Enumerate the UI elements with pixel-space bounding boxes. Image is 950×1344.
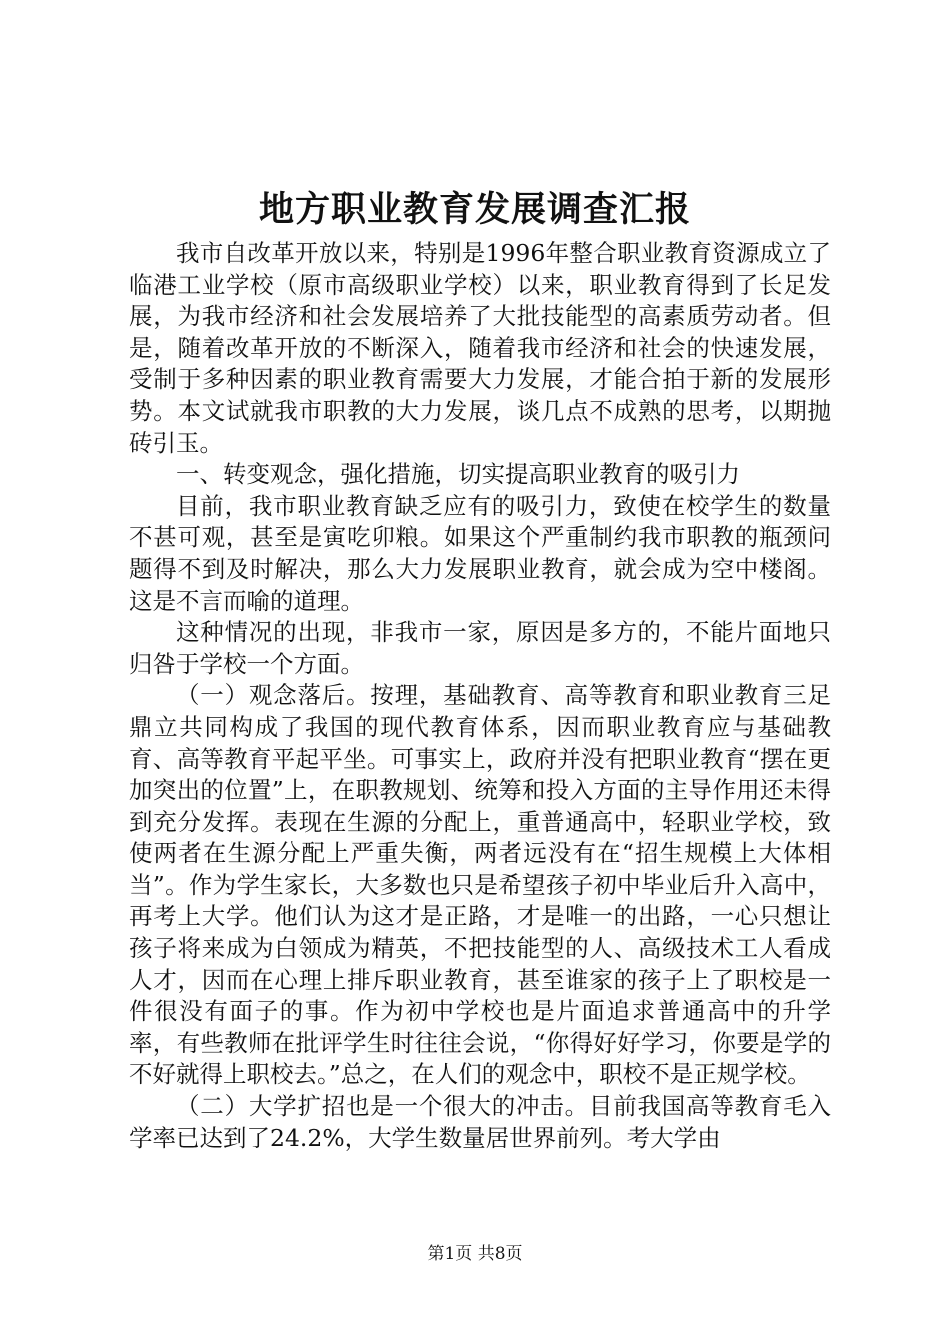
paragraph-outdated-concepts: （一）观念落后。按理，基础教育、高等教育和职业教育三足鼎立共同构成了我国的现代教育体系，因而职业教育应与基础教育、高等教育平起平坐。可事实上，政府并没有把职业教育“摆在更加突出的位置”上，在职教规划、统筹和投入方面的主导作用还未得到充分发挥。表现在生源的分配上，重普通高中，轻职业学校，致使两者在生源分配上严重失衡，两者远没有在“招生规模上大体相当”。作为学生家长，大多数也只是希望孩子初中毕业后升入高中，再考上大学。他们认为这才是正路，才是唯一的出路，一心只想让孩子将来成为白领成为精英，不把技能型的人、高级技术工人看成人才，因而在心理上排斥职业教育，甚至谁家的孩子上了职校是一件很没有面子的事。作为初中学校也是片面追求普通高中的升学率，有些教师在批评学生时往往会说，“你得好好学习，你要是学的不好就得上职校去。”总之，在人们的观念中，职校不是正规学校。 (129, 681, 831, 1089)
document-body (129, 238, 831, 1154)
page-footer: 第1页 共8页 (427, 1244, 523, 1264)
section-heading-1: 一、转变观念，强化措施，切实提高职业教育的吸引力 (176, 460, 740, 489)
paragraph-intro: 我市自改革开放以来，特别是1996年整合职业教育资源成立了临港工业学校（原市高级职业学校）以来，职业教育得到了长足发展，为我市经济和社会发展培养了大批技能型的高素质劳动者。但是，随着改革开放的不断深入，随着我市经济和社会的快速发展，受制于多种因素的职业教育需要大力发展，才能合拍于新的发展形势。本文试就我市职教的大力发展，谈几点不成熟的思考，以期抛砖引玉。 (129, 239, 831, 457)
paragraph-causes: 这种情况的出现，非我市一家，原因是多方的，不能片面地只归咎于学校一个方面。 (129, 618, 831, 678)
document-title: 地方职业教育发展调查汇报 (258, 189, 691, 230)
paragraph-university-expansion: （二）大学扩招也是一个很大的冲击。目前我国高等教育毛入学率已达到了24.2%，大学生数量居世界前列。考大学由 (129, 1092, 831, 1152)
paragraph-current-situation: 目前，我市职业教育缺乏应有的吸引力，致使在校学生的数量不甚可观，甚至是寅吃卯粮。如果这个严重制约我市职教的瓶颈问题得不到及时解决，那么大力发展职业教育，就会成为空中楼阁。这是不言而喻的道理。 (129, 491, 831, 615)
